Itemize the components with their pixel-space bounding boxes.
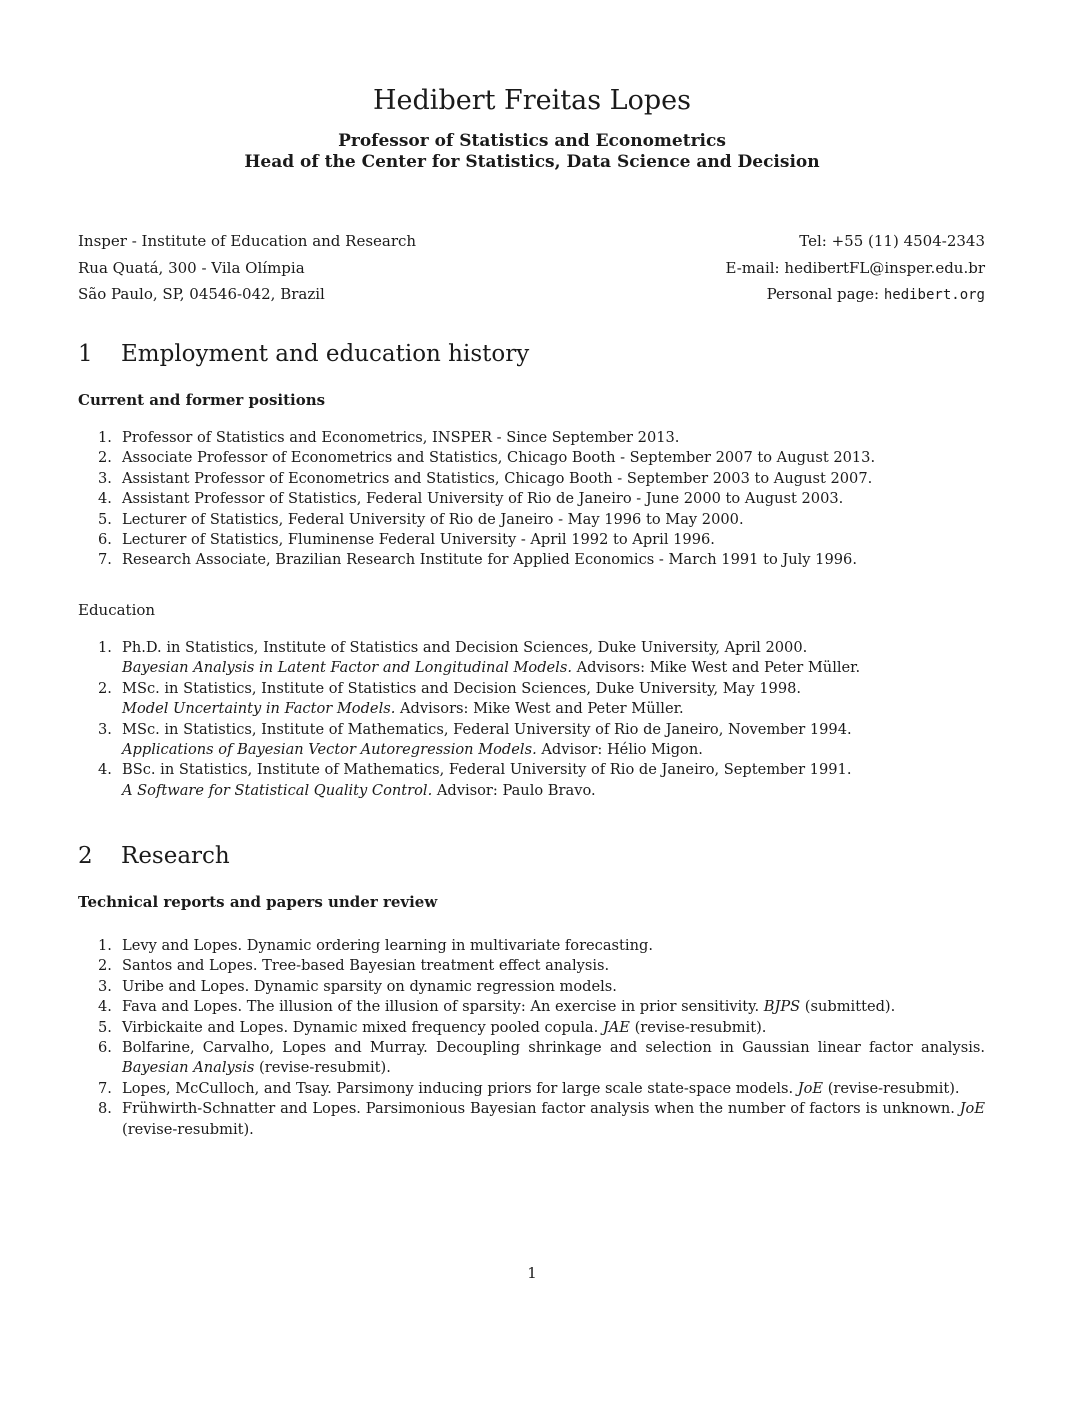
list-item: 2. MSc. in Statistics, Institute of Statistics and Decision Sciences, Duke University, May 1998. Model Uncertainty in Factor Models. Advisors: Mike West and Peter Müller. <box>98 679 802 718</box>
contact-details <box>726 228 986 309</box>
author-name: Hedibert Freitas Lopes <box>373 85 691 116</box>
subsection-heading: Education <box>78 601 156 619</box>
list-item: 5. Lecturer of Statistics, Federal University of Rio de Janeiro - May 1996 to May 2000. <box>98 510 744 528</box>
list-item: 3. MSc. in Statistics, Institute of Mathematics, Federal University of Rio de Janeiro, November 1994. Applications of Bayesian Vector Autoregression Models. Advisor: Hélio Migon. <box>98 720 852 759</box>
list-item: 1. Levy and Lopes. Dynamic ordering learning in multivariate forecasting. <box>98 937 653 954</box>
section-title: Employment and education history <box>121 341 530 367</box>
homepage-line <box>726 281 986 309</box>
subsection-heading: Technical reports and papers under review <box>78 893 438 911</box>
list-item: 1. Ph.D. in Statistics, Institute of Statistics and Decision Sciences, Duke University, April 2000. Bayesian Analysis in Latent Factor and Longitudinal Models. Advisors: Mike West and Peter Müller. <box>98 639 861 677</box>
positions-list <box>78 428 985 571</box>
section-heading <box>78 841 230 871</box>
email-link[interactable]: hedibertFL@insper.edu.br <box>784 258 985 277</box>
postal-address <box>78 228 416 308</box>
homepage-link[interactable]: hedibert.org <box>883 287 985 303</box>
address-line: São Paulo, SP, 04546-042, Brazil <box>78 285 325 303</box>
list-item: 4. BSc. in Statistics, Institute of Mathematics, Federal University of Rio de Janeiro, September 1991. A Software for Statistical Quality Control. Advisor: Paulo Bravo. <box>98 761 852 799</box>
phone-label: Tel: <box>799 232 827 250</box>
email-label: E-mail: <box>725 258 780 277</box>
subsection-heading: Current and former positions <box>78 391 326 409</box>
list-item: 2. Associate Professor of Econometrics and Statistics, Chicago Booth - September 2007 to August 2013. <box>98 449 876 467</box>
phone-line <box>726 228 986 255</box>
list-item: 6. Bolfarine, Carvalho, Lopes and Murray. Decoupling shrinkage and selection in Gaussian linear factor analysis. Bayesian Analysis (revise-resubmit). <box>98 1039 985 1077</box>
list-item: 3. Assistant Professor of Econometrics and Statistics, Chicago Booth - September 2003 to August 2007. <box>98 469 873 487</box>
list-item: 4. Fava and Lopes. The illusion of the illusion of sparsity: An exercise in prior sensitivity. BJPS (submitted). <box>98 998 896 1016</box>
email-line <box>726 255 986 282</box>
list-item: 1. Professor of Statistics and Econometrics, INSPER - Since September 2013. <box>98 429 680 446</box>
phone-number: +55 (11) 4504-2343 <box>831 232 985 250</box>
education-list <box>78 638 985 801</box>
section-number: 1 <box>78 341 93 367</box>
page-number: 1 <box>527 1264 537 1282</box>
section-number: 2 <box>78 843 93 869</box>
address-line: Insper - Institute of Education and Research <box>78 232 417 250</box>
list-item: 2. Santos and Lopes. Tree-based Bayesian treatment effect analysis. <box>98 957 610 975</box>
list-item: 7. Lopes, McCulloch, and Tsay. Parsimony inducing priors for large scale state-space models. JoE (revise-resubmit). <box>98 1079 960 1097</box>
reports-list <box>78 936 985 1140</box>
list-item: 6. Lecturer of Statistics, Fluminense Federal University - April 1992 to April 1996. <box>98 531 715 549</box>
homepage-label: Personal page: <box>766 285 880 303</box>
section-title: Research <box>121 843 230 869</box>
list-item: 8. Frühwirth-Schnatter and Lopes. Parsimonious Bayesian factor analysis when the number of factors is unknown. JoE (revise-resubmit). <box>98 1100 985 1138</box>
section-heading <box>78 339 529 369</box>
list-item: 4. Assistant Professor of Statistics, Federal University of Rio de Janeiro - June 2000 to August 2003. <box>98 490 844 508</box>
address-line: Rua Quatá, 300 - Vila Olímpia <box>78 258 305 277</box>
list-item: 3. Uribe and Lopes. Dynamic sparsity on dynamic regression models. <box>98 977 617 995</box>
author-role: Head of the Center for Statistics, Data Science and Decision <box>244 152 820 172</box>
author-title: Professor of Statistics and Econometrics <box>338 131 726 151</box>
list-item: 7. Research Associate, Brazilian Research Institute for Applied Economics - March 1991 to July 1996. <box>98 551 857 569</box>
list-item: 5. Virbickaite and Lopes. Dynamic mixed frequency pooled copula. JAE (revise-resubmit). <box>98 1018 767 1036</box>
